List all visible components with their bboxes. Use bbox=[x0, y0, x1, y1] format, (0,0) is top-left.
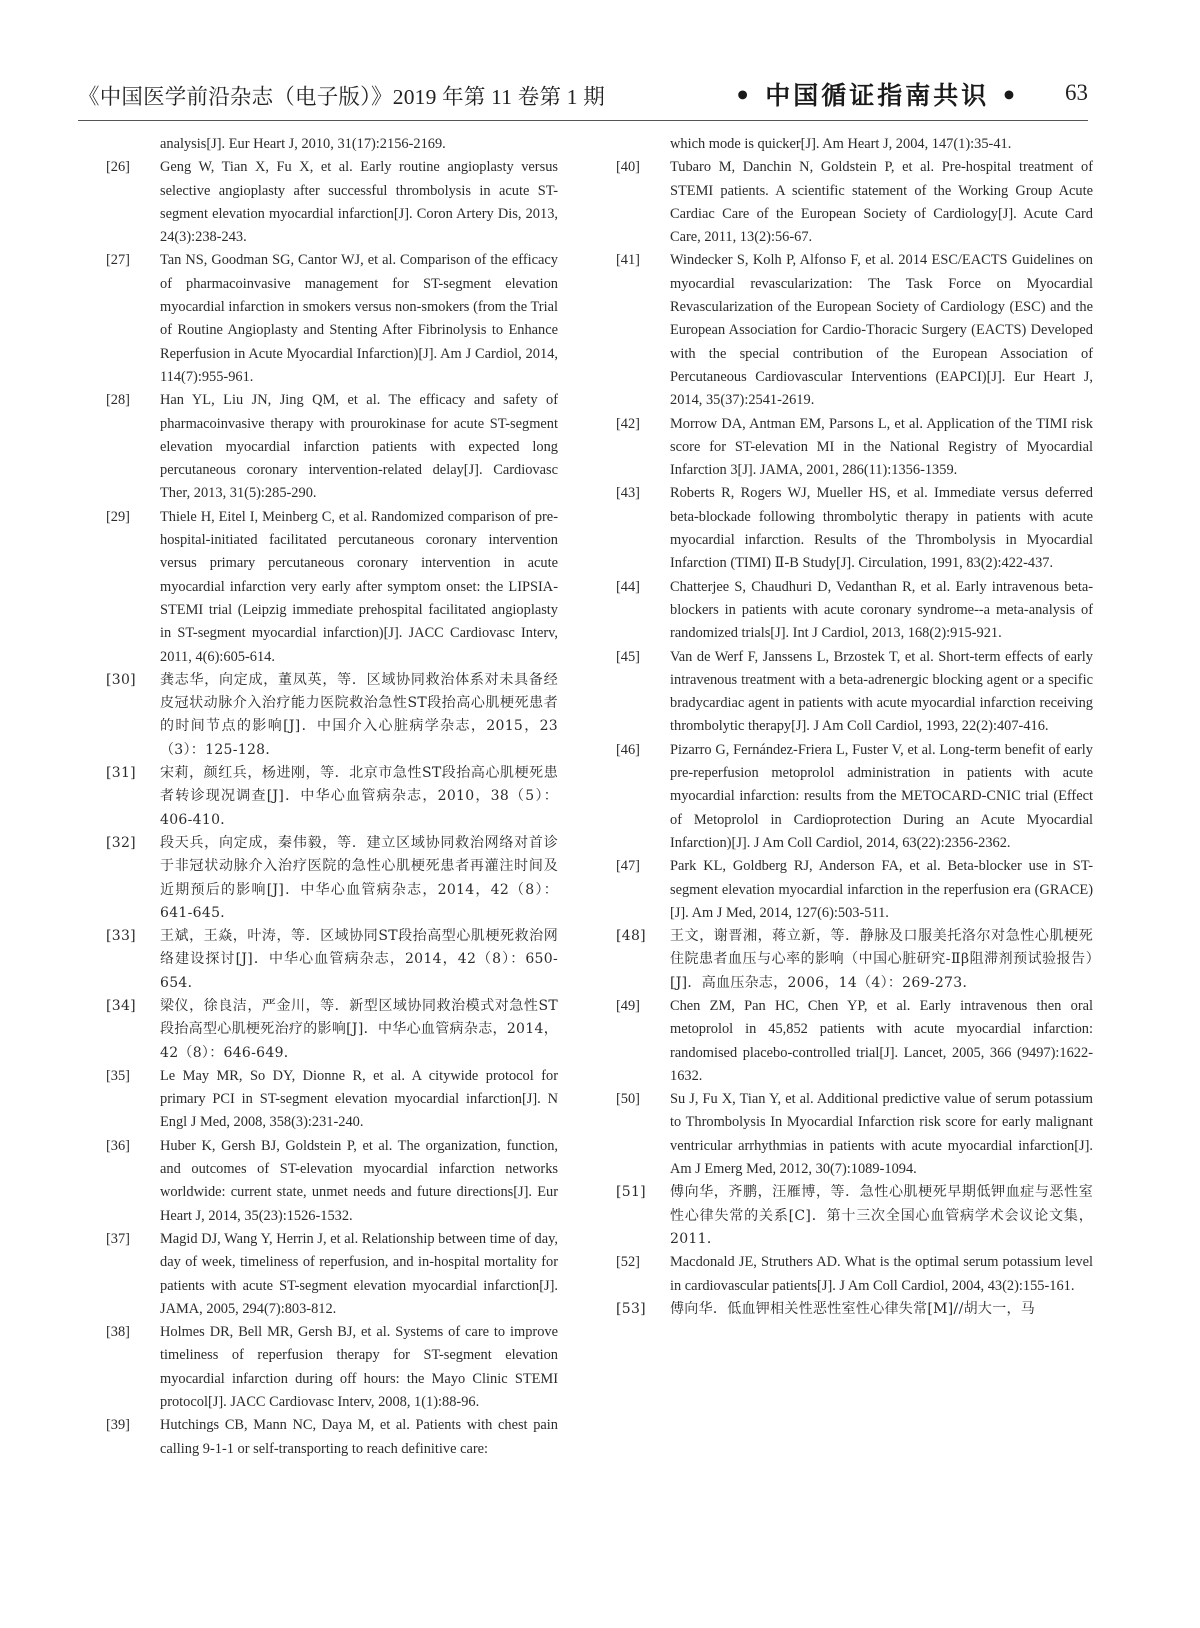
reference-text: Morrow DA, Antman EM, Parsons L, et al. Application of the TIMI risk score for ST-elevation MI in the National Registry of Myocardial Infarction 3[J]. JAMA, 2001, 286(11):1356-1359. bbox=[670, 415, 1093, 479]
reference-entry bbox=[588, 413, 1093, 483]
journal-title: 《中国医学前沿杂志（电子版）》2019 年第 11 卷第 1 期 bbox=[78, 85, 605, 109]
reference-number: [26] bbox=[106, 159, 130, 176]
reference-number: [43] bbox=[616, 485, 640, 502]
reference-text: 段天兵，向定成，秦伟毅，等．建立区域协同救治网络对首诊于非冠状动脉介入治疗医院的急性心肌梗死患者再灌注时间及近期预后的影响[J]．中华心血管病杂志，2014，42（8）：641-645． bbox=[160, 834, 558, 921]
reference-text: Pizarro G, Fernández-Friera L, Fuster V, et al. Long-term benefit of early pre-reperfusion metoprolol administration in patients with acute myocardial infarction: results from the METOCARD-CNIC trial (Effect of Metoprolol in Cardioprotection During an Acute Myocardial Infarction)[J]. J Am Coll Cardiol, 2014, 63(22):2356-2362. bbox=[670, 741, 1093, 851]
reference-entry bbox=[78, 249, 558, 389]
reference-entry bbox=[78, 389, 558, 505]
reference-text: Tan NS, Goodman SG, Cantor WJ, et al. Comparison of the efficacy of pharmacoinvasive management for ST-segment elevation myocardial infarction in smokers versus non-smokers (from the Trial of Routine Angioplasty and Stenting After Fibrinolysis to Enhance Reperfusion in Acute Myocardial Infarction)[J]. Am J Cardiol, 2014, 114(7):955-961. bbox=[160, 252, 558, 385]
reference-text: 傅向华．低血钾相关性恶性室性心律失常[M]//胡大一，马 bbox=[670, 1300, 1036, 1317]
page-header bbox=[78, 76, 1088, 116]
reference-text: Hutchings CB, Mann NC, Daya M, et al. Patients with chest pain calling 9-1-1 or self-transporting to reach definitive care: bbox=[160, 1417, 558, 1457]
reference-number: [34] bbox=[106, 997, 136, 1014]
reference-number: [38] bbox=[106, 1324, 130, 1341]
reference-entry bbox=[78, 506, 558, 669]
reference-entry bbox=[588, 249, 1093, 412]
reference-text: Le May MR, So DY, Dionne R, et al. A citywide protocol for primary PCI in ST-segment elevation myocardial infarction[J]. N Engl J Med, 2008, 358(3):231-240. bbox=[160, 1067, 558, 1131]
reference-text: Park KL, Goldberg RJ, Anderson FA, et al. Beta-blocker use in ST-segment elevation myocardial infarction in the reperfusion era (GRACE)[J]. Am J Med, 2014, 127(6):503-511. bbox=[670, 858, 1093, 921]
reference-text: 宋莉，颜红兵，杨进刚，等．北京市急性ST段抬高心肌梗死患者转诊现况调查[J]．中华心血管病杂志，2010，38（5）：406-410． bbox=[160, 765, 558, 828]
reference-number: [36] bbox=[106, 1137, 130, 1154]
reference-entry bbox=[588, 482, 1093, 575]
reference-number: [28] bbox=[106, 392, 130, 409]
reference-entry bbox=[78, 133, 558, 156]
reference-number: [41] bbox=[616, 252, 640, 269]
reference-text: Holmes DR, Bell MR, Gersh BJ, et al. Systems of care to improve timeliness of reperfusion therapy for ST-segment elevation myocardial infarction during off hours: the Mayo Clinic STEMI protocol[J]. JACC Cardiovasc Interv, 2008, 1(1):88-96. bbox=[160, 1324, 558, 1411]
reference-entry bbox=[78, 995, 558, 1065]
reference-text: Macdonald JE, Struthers AD. What is the optimal serum potassium level in cardiovascular patients[J]. J Am Coll Cardiol, 2004, 43(2):155-161. bbox=[670, 1254, 1093, 1294]
reference-number: [47] bbox=[616, 858, 640, 875]
reference-entry bbox=[78, 669, 558, 762]
reference-number: [39] bbox=[106, 1417, 130, 1434]
reference-entry bbox=[78, 1135, 558, 1228]
section-title: • 中国循证指南共识 • bbox=[734, 81, 1020, 110]
reference-text: Chatterjee S, Chaudhuri D, Vedanthan R, et al. Early intravenous beta-blockers in patients with acute coronary syndrome--a meta-analysis of randomized trials[J]. Int J Cardiol, 2013, 168(2):915-921. bbox=[670, 578, 1093, 642]
reference-entry bbox=[588, 855, 1093, 925]
reference-number: [42] bbox=[616, 415, 640, 432]
reference-number: [49] bbox=[616, 997, 640, 1014]
reference-number: [45] bbox=[616, 648, 640, 665]
reference-number: [46] bbox=[616, 741, 640, 758]
reference-entry bbox=[78, 1228, 558, 1321]
reference-number: [32] bbox=[106, 834, 136, 851]
reference-entry bbox=[78, 762, 558, 832]
reference-entry bbox=[78, 1065, 558, 1135]
reference-entry bbox=[78, 925, 558, 995]
reference-entry bbox=[588, 995, 1093, 1088]
reference-text: 王斌，王焱，叶涛，等．区域协同ST段抬高型心肌梗死救治网络建设探讨[J]．中华心血管病杂志，2014，42（8）：650-654． bbox=[160, 928, 558, 991]
reference-text: 梁仪，徐良洁，严金川，等．新型区域协同救治模式对急性ST段抬高型心肌梗死治疗的影响[J]．中华心血管病杂志，2014，42（8）：646-649． bbox=[160, 997, 558, 1061]
reference-entry bbox=[78, 1414, 558, 1461]
reference-number: [51] bbox=[616, 1184, 646, 1201]
reference-number: [29] bbox=[106, 508, 130, 525]
reference-text: 龚志华，向定成，董凤英，等．区域协同救治体系对未具备经皮冠状动脉介入治疗能力医院救治急性ST段抬高心肌梗死患者的时间节点的影响[J]．中国介入心脏病学杂志，2015，23（3）：125-128． bbox=[160, 671, 558, 758]
reference-entry bbox=[588, 646, 1093, 739]
reference-entry bbox=[588, 925, 1093, 995]
reference-text: which mode is quicker[J]. Am Heart J, 2004, 147(1):35-41. bbox=[670, 136, 1012, 152]
reference-text: Magid DJ, Wang Y, Herrin J, et al. Relationship between time of day, day of week, timeliness of reperfusion, and in-hospital mortality for patients with acute ST-segment elevation myocardial infarction[J]. JAMA, 2005, 294(7):803-812. bbox=[160, 1230, 558, 1317]
reference-text: 王文，谢晋湘，蒋立新，等．静脉及口服美托洛尔对急性心肌梗死住院患者血压与心率的影响（中国心脏研究-Ⅱβ阻滞剂预试验报告）[J]．高血压杂志，2006，14（4）：269-273． bbox=[670, 928, 1093, 991]
reference-entry bbox=[78, 156, 558, 249]
reference-entry bbox=[588, 133, 1093, 156]
reference-number: [37] bbox=[106, 1230, 130, 1247]
reference-number: [50] bbox=[616, 1091, 640, 1108]
reference-entry bbox=[588, 156, 1093, 249]
reference-text: Su J, Fu X, Tian Y, et al. Additional predictive value of serum potassium to Thrombolysis In Myocardial Infarction risk score for early malignant ventricular arrhythmias in patients with acute myocardial infarction[J]. Am J Emerg Med, 2012, 30(7):1089-1094. bbox=[670, 1091, 1093, 1178]
reference-text: Tubaro M, Danchin N, Goldstein P, et al. Pre-hospital treatment of STEMI patients. A scientific statement of the Working Group Acute Cardiac Care of the European Society of Cardiology[J]. Acute Card Care, 2011, 13(2):56-67. bbox=[670, 159, 1093, 246]
reference-entry bbox=[588, 1181, 1093, 1251]
reference-text: Roberts R, Rogers WJ, Mueller HS, et al. Immediate versus deferred beta-blockade following thrombolytic therapy in patients with acute myocardial infarction. Results of the Thrombolysis in Myocardial Infarction (TIMI) Ⅱ-B Study[J]. Circulation, 1991, 83(2):422-437. bbox=[670, 485, 1093, 572]
reference-number: [52] bbox=[616, 1254, 640, 1271]
references-left-column bbox=[78, 133, 558, 1461]
reference-entry bbox=[78, 832, 558, 925]
reference-number: [31] bbox=[106, 765, 136, 782]
reference-number: [30] bbox=[106, 671, 136, 688]
header-rule bbox=[78, 120, 1088, 121]
reference-entry bbox=[588, 1298, 1093, 1321]
reference-number: [35] bbox=[106, 1067, 130, 1084]
reference-entry bbox=[588, 739, 1093, 855]
reference-number: [53] bbox=[616, 1300, 646, 1317]
reference-number: [44] bbox=[616, 578, 640, 595]
reference-text: Chen ZM, Pan HC, Chen YP, et al. Early intravenous then oral metoprolol in 45,852 patients with acute myocardial infarction: randomised placebo-controlled trial[J]. Lancet, 2005, 366 (9497):1622-1632. bbox=[670, 997, 1093, 1084]
reference-text: analysis[J]. Eur Heart J, 2010, 31(17):2156-2169. bbox=[160, 136, 446, 152]
reference-entry bbox=[588, 1088, 1093, 1181]
reference-text: Thiele H, Eitel I, Meinberg C, et al. Randomized comparison of pre-hospital-initiated facilitated percutaneous coronary intervention versus primary percutaneous coronary intervention in acute myocardial infarction very early after symptom onset: the LIPSIA-STEMI trial (Leipzig immediate prehospital facilitated angioplasty in ST-segment myocardial infarction)[J]. JACC Cardiovasc Interv, 2011, 4(6):605-614. bbox=[160, 508, 558, 665]
reference-number: [27] bbox=[106, 252, 130, 269]
reference-text: Van de Werf F, Janssens L, Brzostek T, et al. Short-term effects of early intravenous treatment with a beta-adrenergic blocking agent or a specific bradycardiac agent in patients with acute myocardial infarction receiving thrombolytic therapy[J]. J Am Coll Cardiol, 1993, 22(2):407-416. bbox=[670, 648, 1093, 735]
reference-text: Huber K, Gersh BJ, Goldstein P, et al. The organization, function, and outcomes of ST-elevation myocardial infarction networks worldwide: current state, unmet needs and future directions[J]. Eur Heart J, 2014, 35(23):1526-1532. bbox=[160, 1137, 558, 1224]
reference-text: Geng W, Tian X, Fu X, et al. Early routine angioplasty versus selective angioplasty after successful thrombolysis in acute ST-segment elevation myocardial infarction[J]. Coron Artery Dis, 2013, 24(3):238-243. bbox=[160, 159, 558, 246]
reference-entry bbox=[588, 576, 1093, 646]
reference-text: Han YL, Liu JN, Jing QM, et al. The efficacy and safety of pharmacoinvasive therapy with prourokinase for acute ST-segment elevation myocardial infarction patients with expected long percutaneous coronary intervention-related delay[J]. Cardiovasc Ther, 2013, 31(5):285-290. bbox=[160, 392, 558, 502]
reference-number: [33] bbox=[106, 928, 136, 945]
references-right-column bbox=[588, 133, 1093, 1321]
reference-number: [40] bbox=[616, 159, 640, 176]
reference-text: 傅向华，齐鹏，汪雁博，等．急性心肌梗死早期低钾血症与恶性室性心律失常的关系[C]．第十三次全国心血管病学术会议论文集，2011． bbox=[670, 1184, 1093, 1247]
page-number: 63 bbox=[1065, 80, 1088, 105]
reference-number: [48] bbox=[616, 928, 646, 945]
reference-text: Windecker S, Kolh P, Alfonso F, et al. 2014 ESC/EACTS Guidelines on myocardial revascularization: The Task Force on Myocardial Revascularization of the European Society of Cardiology (ESC) and the European Association for Cardio-Thoracic Surgery (EACTS) Developed with the special contribution of the European Association of Percutaneous Cardiovascular Interventions (EAPCI)[J]. Eur Heart J, 2014, 35(37):2541-2619. bbox=[670, 252, 1093, 409]
reference-entry bbox=[78, 1321, 558, 1414]
reference-entry bbox=[588, 1251, 1093, 1298]
